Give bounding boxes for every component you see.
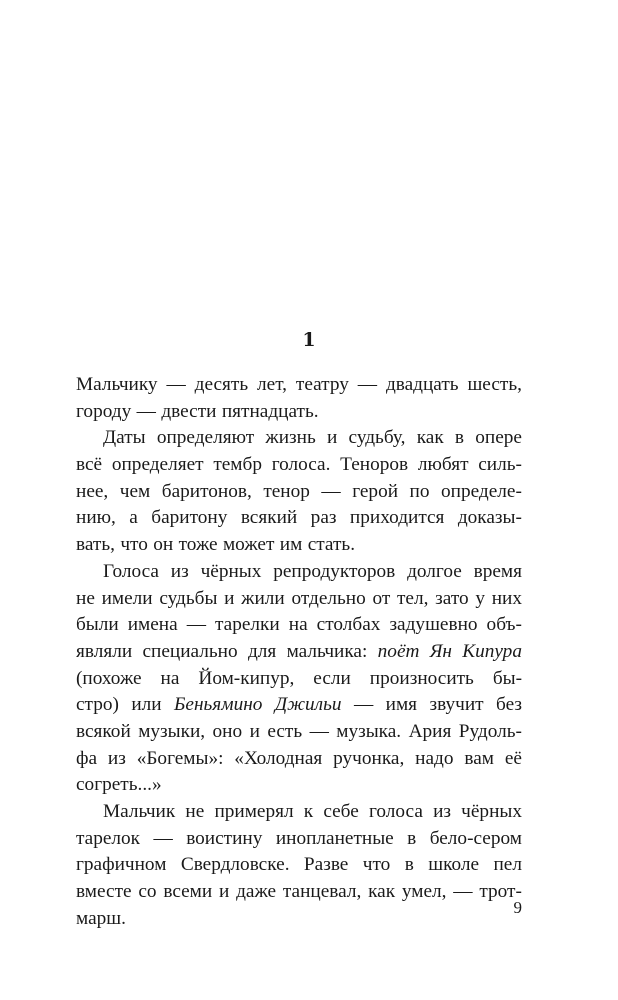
text-line: фа из «Богемы»: «Холодная ручонка, надо вам её: [76, 747, 522, 769]
text-line: нее, чем баритонов, тенор — герой по определе-: [76, 480, 522, 502]
chapter-number: 1: [302, 329, 316, 351]
text-line: марш.: [76, 907, 126, 929]
text-line: вместе со всеми и даже танцевал, как умел, — трот-: [76, 881, 522, 903]
text-line: стро) или Беньямино Джильи — имя звучит без: [76, 694, 522, 716]
text-line: Мальчик не примерял к себе голоса из чёрных: [103, 801, 522, 822]
text-line: являли специально для мальчика: поёт Ян Кипура: [76, 640, 522, 662]
paragraph: [76, 559, 522, 799]
text-line: всякой музыки, оно и есть — музыка. Ария Рудоль-: [76, 720, 522, 742]
text-line: графичном Свердловске. Разве что в школе пел: [76, 854, 522, 876]
page-number: 9: [513, 898, 522, 917]
text-line: вать, что он тоже может им стать.: [76, 534, 356, 556]
text-line: были имена — тарелки на столбах задушевно объ-: [76, 614, 522, 636]
text-line: Мальчику — десять лет, театру — двадцать шесть,: [76, 374, 522, 395]
text-line: городу — двести пятнадцать.: [76, 400, 319, 422]
body-text: [76, 372, 522, 932]
text-line: Голоса из чёрных репродукторов долгое время: [103, 560, 522, 582]
text-line: Даты определяют жизнь и судьбу, как в опере: [103, 427, 522, 449]
text-line: согреть...»: [76, 774, 162, 796]
text-line: не имели судьбы и жили отдельно от тел, зато у них: [76, 587, 522, 609]
text-line: всё определяет тембр голоса. Теноров любят силь-: [76, 454, 522, 476]
text-line: тарелок — воистину инопланетные в бело-сером: [76, 827, 522, 849]
paragraph: [76, 799, 522, 932]
paragraph: [76, 425, 522, 558]
text-line: (похоже на Йом-кипур, если произносить бы-: [76, 667, 522, 689]
paragraph: [76, 372, 522, 425]
text-line: нию, а баритону всякий раз приходится доказы-: [76, 507, 522, 529]
